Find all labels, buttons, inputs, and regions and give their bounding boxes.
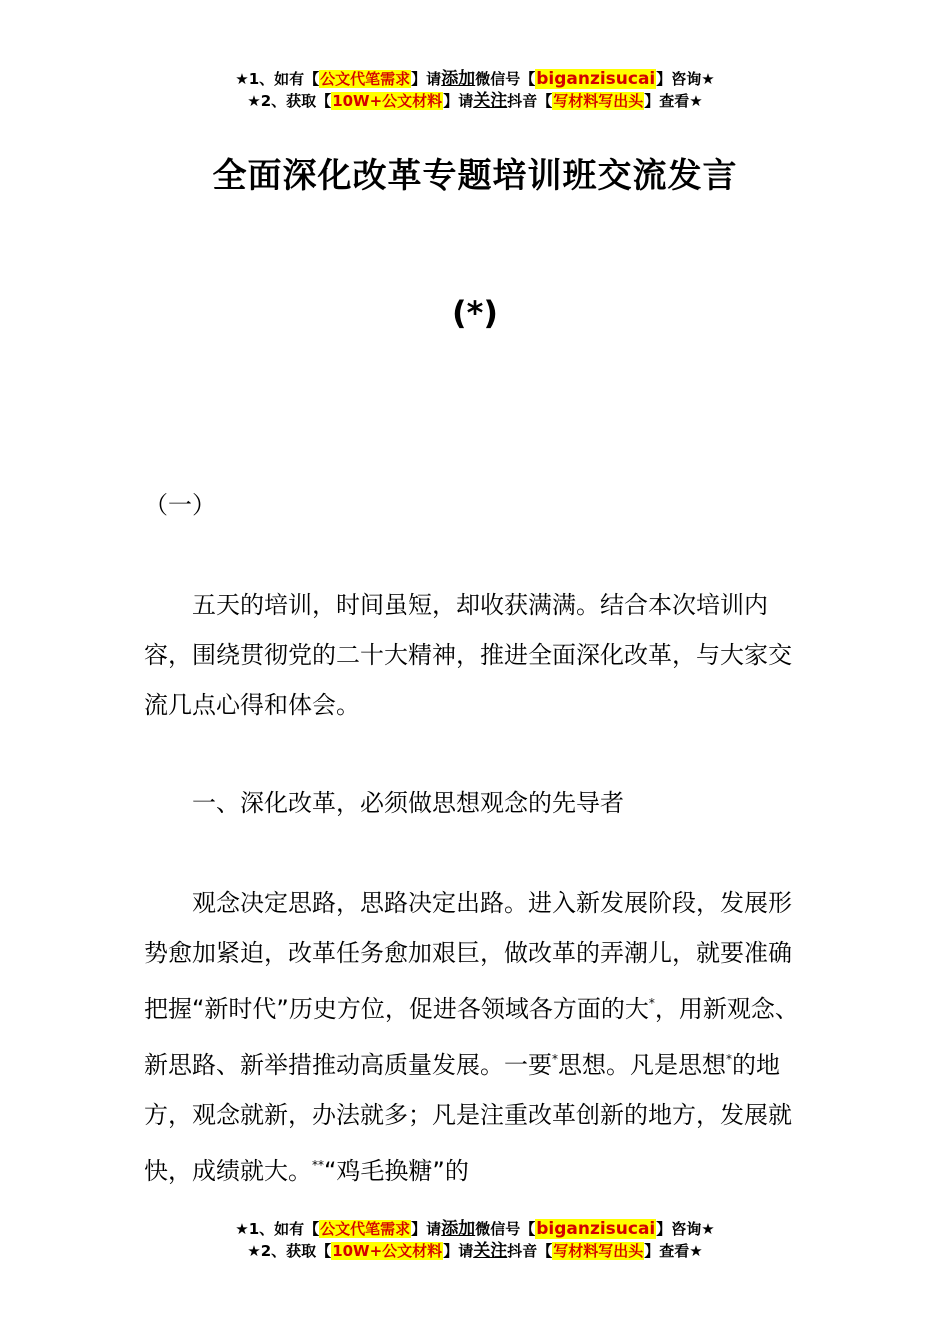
banner-text: 】咨询★ (656, 1220, 715, 1238)
banner-text: ★2、获取【 (247, 92, 332, 110)
banner-line-1 (0, 68, 950, 90)
banner-highlight: 公文代笔需求 (320, 70, 411, 88)
redaction-mark: * (552, 1052, 558, 1066)
banner-underlined-text: 添加 (441, 69, 476, 89)
text-run: 思想。凡是思想 (558, 1051, 726, 1079)
header-banner (0, 68, 950, 112)
banner-text: 】查看★ (644, 1242, 703, 1260)
banner-highlight: 公文代笔需求 (320, 1220, 411, 1238)
paragraph-body (144, 878, 808, 1196)
paragraph-text: 五天的培训，时间虽短，却收获满满。结合本次培训内容，围绕贯彻党的二十大精神，推进全面深化改革，与大家交流几点心得和体会。 (144, 591, 792, 719)
banner-text: 】咨询★ (656, 70, 715, 88)
redaction-mark: * (726, 1052, 732, 1066)
banner-underlined-text: 关注 (473, 91, 508, 111)
banner-highlight: 10W+公文材料 (332, 1242, 443, 1260)
banner-douyin-id: 写材料写出头 (553, 92, 644, 110)
banner-text: ★1、如有【 (235, 1220, 320, 1238)
text-run: 的地方，观念就新，办法就多；凡是注重改革创新的地方，发展就快，成绩就大。 (144, 1051, 792, 1185)
paragraph-text (144, 878, 808, 1196)
text-run: “鸡毛换糖”的 (324, 1157, 469, 1185)
banner-line-2 (0, 1240, 950, 1262)
banner-douyin-id: 写材料写出头 (553, 1242, 644, 1260)
text-run: 观念决定思路，思路决定出路。进入新发展阶段，发展形势愈加紧迫，改革任务愈加艰巨，做改革的弄潮儿，就要准确把握“新时代”历史方位，促进各领域各方面的大 (144, 889, 792, 1023)
banner-wechat-id: biganzisucai (536, 1219, 656, 1239)
section-number: （一） (144, 491, 216, 519)
banner-line-1 (0, 1218, 950, 1240)
banner-text: 抖音【 (507, 92, 553, 110)
redaction-mark: * (648, 996, 655, 1010)
banner-text: 抖音【 (507, 1242, 553, 1260)
banner-highlight: 10W+公文材料 (332, 92, 443, 110)
banner-text: 】查看★ (644, 92, 703, 110)
paragraph-intro (144, 580, 808, 730)
document-subtitle: (*) (452, 294, 498, 332)
banner-wechat-id: biganzisucai (536, 69, 656, 89)
banner-text: 】请 (411, 70, 442, 88)
banner-underlined-text: 关注 (473, 1241, 508, 1261)
banner-text: 】请 (443, 92, 474, 110)
banner-text: ★1、如有【 (235, 70, 320, 88)
text-run: ，用新观念、新思路、新举措推动高质量发展。一要 (144, 995, 799, 1079)
banner-text: 微信号【 (475, 70, 536, 88)
banner-text: 】请 (443, 1242, 474, 1260)
footer-banner (0, 1218, 950, 1262)
section-heading (144, 778, 808, 828)
banner-underlined-text: 添加 (441, 1219, 476, 1239)
banner-text: 】请 (411, 1220, 442, 1238)
redaction-mark: ** (312, 1158, 324, 1172)
banner-text: 微信号【 (475, 1220, 536, 1238)
banner-line-2 (0, 90, 950, 112)
heading-text: 一、深化改革，必须做思想观念的先导者 (192, 789, 624, 817)
document-title: 全面深化改革专题培训班交流发言 (212, 156, 738, 196)
banner-text: ★2、获取【 (247, 1242, 332, 1260)
